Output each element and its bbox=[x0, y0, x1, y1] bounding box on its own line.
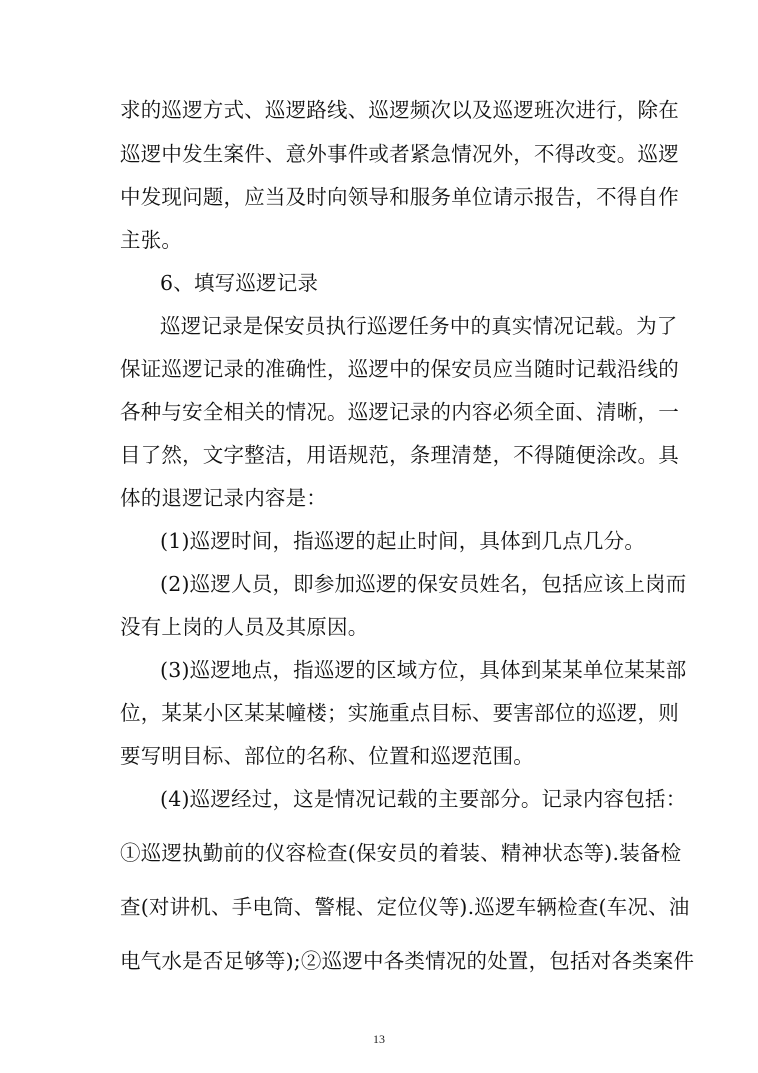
section-heading: 6、填写巡逻记录 bbox=[160, 271, 319, 295]
list-item: (4)巡逻经过，这是情况记载的主要部分。记录内容包括： bbox=[160, 787, 687, 811]
text-line: 巡逻中发生案件、意外事件或者紧急情况外，不得改变。巡逻 bbox=[120, 142, 679, 166]
text-line: 位，某某小区某某幢楼；实施重点目标、要害部位的巡逻，则 bbox=[120, 701, 679, 725]
list-item: (2)巡逻人员，即参加巡逻的保安员姓名，包括应该上岗而 bbox=[160, 572, 687, 596]
page-number: 13 bbox=[373, 1032, 385, 1046]
text-line: 保证巡逻记录的准确性，巡逻中的保安员应当随时记载沿线的 bbox=[120, 357, 679, 381]
text-line: 求的巡逻方式、巡逻路线、巡逻频次以及巡逻班次进行，除在 bbox=[120, 98, 679, 122]
list-item: (1)巡逻时间，指巡逻的起止时间，具体到几点几分。 bbox=[160, 529, 646, 553]
text-line: 查(对讲机、手电筒、警棍、定位仪等).巡逻车辆检查(车况、油 bbox=[120, 895, 690, 919]
text-line: 主张。 bbox=[120, 228, 183, 252]
text-line: 要写明目标、部位的名称、位置和巡逻范围。 bbox=[120, 744, 534, 768]
list-item: (3)巡逻地点，指巡逻的区域方位，具体到某某单位某某部 bbox=[160, 658, 687, 682]
text-line: ➀巡逻执勤前的仪容检查(保安员的着装、精神状态等).装备检 bbox=[120, 841, 682, 865]
text-line: 各种与安全相关的情况。巡逻记录的内容必须全面、清晰，一 bbox=[120, 400, 679, 424]
text-line: 目了然，文字整洁，用语规范，条理清楚，不得随便涂改。具 bbox=[120, 443, 679, 467]
text-line: 没有上岗的人员及其原因。 bbox=[120, 615, 369, 639]
paragraph-start: 巡逻记录是保安员执行巡逻任务中的真实情况记载。为了 bbox=[160, 314, 678, 338]
text-line: 体的退逻记录内容是： bbox=[120, 486, 327, 510]
text-line: 电气水是否足够等);➁巡逻中各类情况的处置，包括对各类案件 bbox=[120, 949, 695, 973]
text-line: 中发现问题，应当及时向领导和服务单位请示报告，不得自作 bbox=[120, 185, 679, 209]
